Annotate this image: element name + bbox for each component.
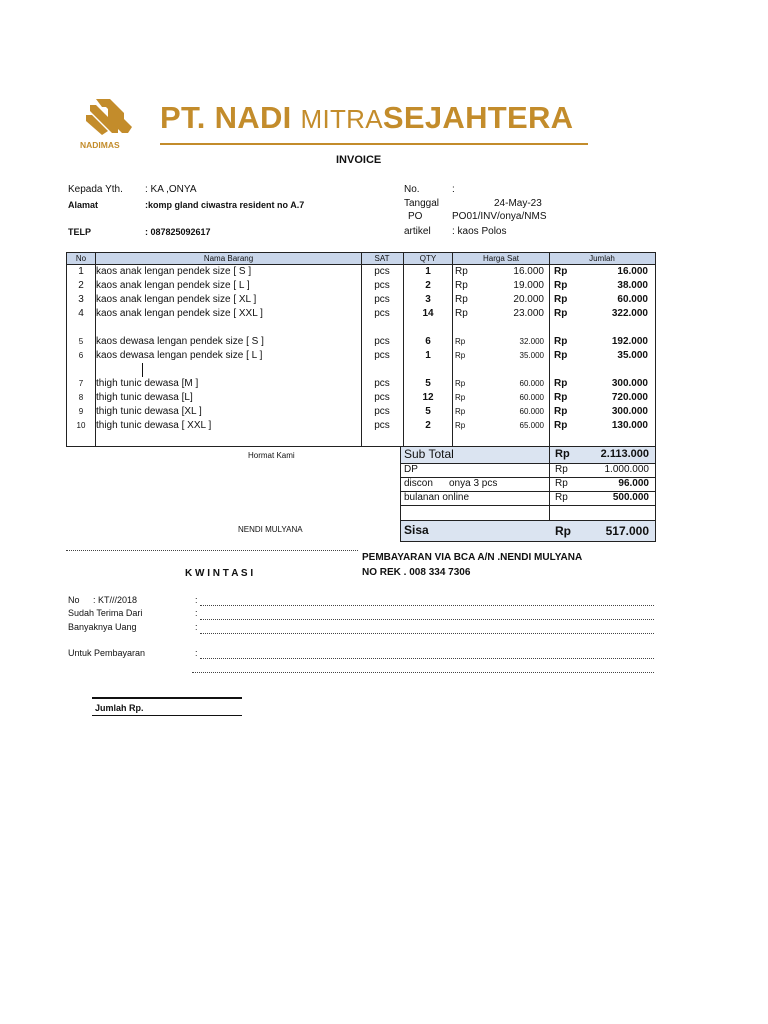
online-value: 500.000 — [612, 492, 649, 503]
company-name-part-2: MITRA — [300, 104, 383, 134]
dp-currency: Rp — [555, 464, 568, 475]
row-no: 4 — [78, 308, 84, 319]
table-row — [67, 307, 655, 321]
row-no: 6 — [78, 351, 84, 360]
regards-text: Hormat Kami — [248, 451, 295, 460]
row-unit: pcs — [374, 308, 390, 319]
row-unit-price: 35.000 — [519, 351, 544, 360]
total-label: Jumlah Rp. — [95, 703, 144, 713]
discount-currency: Rp — [555, 478, 568, 489]
row-price-currency: Rp — [455, 351, 466, 360]
row-price-currency: Rp — [455, 379, 466, 388]
row-amount: 322.000 — [611, 308, 648, 319]
header-item-name: Nama Barang — [203, 254, 254, 263]
row-amount: 38.000 — [617, 280, 648, 291]
row-price-currency: Rp — [455, 407, 466, 416]
phone-value: : 087825092617 — [145, 227, 211, 237]
row-item-name: kaos dewasa lengan pendek size [ S ] — [96, 336, 264, 347]
purpose-colon: : — [195, 648, 198, 658]
date-label: Tanggal — [404, 198, 440, 209]
row-unit-price: 65.000 — [519, 421, 544, 430]
row-item-name: kaos anak lengan pendek size [ XL ] — [96, 294, 257, 305]
header-no: No — [75, 254, 87, 263]
discount-label: discon — [404, 478, 433, 489]
summary-box — [400, 446, 656, 542]
total-top-rule — [92, 697, 242, 699]
row-amount-currency: Rp — [554, 406, 568, 417]
subtotal-label: Sub Total — [404, 447, 454, 461]
discount-value: 96.000 — [618, 478, 649, 489]
row-amount: 130.000 — [611, 420, 648, 431]
row-no: 10 — [76, 421, 86, 430]
row-no: 9 — [78, 407, 84, 416]
po-value: PO01/INV/onya/NMS — [452, 211, 547, 222]
payment-info: PEMBAYARAN VIA BCA A/N .NENDI MULYANA — [362, 552, 583, 563]
row-amount: 300.000 — [611, 378, 648, 389]
remaining-label: Sisa — [404, 523, 429, 537]
row-unit-price: 20.000 — [513, 294, 544, 305]
items-table — [66, 252, 656, 447]
table-row — [67, 405, 655, 419]
row-price-currency: Rp — [455, 266, 468, 277]
row-unit: pcs — [374, 420, 390, 431]
row-no: 1 — [78, 266, 84, 277]
row-item-name: thigh tunic dewasa [M ] — [96, 378, 199, 389]
header-unit-price: Harga Sat — [482, 254, 520, 263]
phone-label: TELP — [68, 227, 92, 237]
amount-words-line — [200, 633, 654, 634]
subtotal-value: 2.113.000 — [600, 448, 649, 460]
discount-row — [401, 478, 655, 492]
header-qty: QTY — [419, 254, 437, 263]
dp-label: DP — [404, 464, 418, 475]
row-unit: pcs — [374, 294, 390, 305]
amount-words-colon: : — [195, 622, 198, 632]
row-no: 3 — [78, 294, 84, 305]
company-name-part-3: SEJAHTERA — [382, 100, 574, 135]
header-unit: SAT — [374, 254, 390, 263]
invoice-no-label: No. — [404, 184, 420, 195]
row-amount: 720.000 — [611, 392, 648, 403]
received-from-colon: : — [195, 608, 198, 618]
address-value: :komp gland ciwastra resident no A.7 — [145, 200, 305, 210]
row-unit: pcs — [374, 266, 390, 277]
row-qty: 14 — [422, 308, 434, 319]
row-qty: 2 — [425, 420, 431, 431]
row-amount-currency: Rp — [554, 420, 568, 431]
company-name-part-1: PT. NADI — [160, 100, 292, 135]
row-unit-price: 19.000 — [513, 280, 544, 291]
article-value: : kaos Polos — [452, 226, 507, 237]
row-amount-currency: Rp — [554, 266, 568, 277]
address-label: Alamat — [68, 200, 99, 210]
receipt-title: K W I N T A S I — [185, 568, 254, 579]
to-value: : KA ,ONYA — [145, 184, 197, 195]
receipt-no-line — [200, 605, 654, 606]
company-name — [160, 100, 573, 136]
date-value: 24-May-23 — [494, 198, 542, 209]
row-item-name: kaos anak lengan pendek size [ L ] — [96, 280, 250, 291]
subtotal-row — [401, 447, 655, 464]
header-divider — [160, 143, 588, 145]
row-amount: 35.000 — [617, 350, 648, 361]
row-no: 5 — [78, 337, 84, 346]
row-price-currency: Rp — [455, 308, 468, 319]
row-qty: 1 — [425, 266, 431, 277]
table-row — [67, 391, 655, 405]
row-unit-price: 60.000 — [519, 407, 544, 416]
logo-text: NADIMAS — [80, 140, 120, 150]
row-amount: 192.000 — [611, 336, 648, 347]
online-currency: Rp — [555, 492, 568, 503]
row-unit-price: 60.000 — [519, 393, 544, 402]
table-row — [67, 377, 655, 391]
row-unit: pcs — [374, 336, 390, 347]
invoice-title: INVOICE — [336, 154, 382, 166]
row-amount-currency: Rp — [554, 392, 568, 403]
row-item-name: thigh tunic dewasa [L] — [96, 392, 193, 403]
row-no: 7 — [78, 379, 84, 388]
row-amount-currency: Rp — [554, 336, 568, 347]
table-row — [67, 279, 655, 293]
row-amount-currency: Rp — [554, 378, 568, 389]
purpose-line — [200, 658, 654, 659]
row-unit: pcs — [374, 280, 390, 291]
row-unit: pcs — [374, 378, 390, 389]
online-label: bulanan online — [404, 492, 470, 503]
receipt-no-value: : KT///2018 — [93, 595, 138, 605]
total-bottom-rule — [92, 715, 242, 716]
row-amount-currency: Rp — [554, 294, 568, 305]
remaining-currency: Rp — [555, 524, 571, 538]
article-label: artikel — [404, 226, 431, 237]
amount-words-label: Banyaknya Uang — [68, 622, 137, 632]
row-item-name: kaos dewasa lengan pendek size [ L ] — [96, 350, 263, 361]
row-unit-price: 32.000 — [519, 337, 544, 346]
table-row — [67, 293, 655, 307]
dp-value: 1.000.000 — [604, 464, 649, 475]
row-unit-price: 16.000 — [513, 266, 544, 277]
row-unit: pcs — [374, 392, 390, 403]
row-qty: 5 — [425, 378, 431, 389]
row-item-name: thigh tunic dewasa [ XXL ] — [96, 420, 212, 431]
dp-row — [401, 464, 655, 478]
row-amount-currency: Rp — [554, 308, 568, 319]
receipt-no-colon: : — [195, 595, 198, 605]
row-no: 2 — [78, 280, 84, 291]
account-number: NO REK . 008 334 7306 — [362, 567, 471, 578]
table-row — [67, 265, 655, 279]
table-row — [67, 349, 655, 363]
row-amount-currency: Rp — [554, 350, 568, 361]
po-label: PO — [408, 211, 423, 222]
row-amount: 300.000 — [611, 406, 648, 417]
online-row — [401, 492, 655, 506]
row-unit-price: 23.000 — [513, 308, 544, 319]
remaining-value: 517.000 — [605, 524, 649, 538]
row-item-name: kaos anak lengan pendek size [ XXL ] — [96, 308, 263, 319]
row-qty: 5 — [425, 406, 431, 417]
separator-dotted — [66, 550, 358, 551]
nadimas-logo — [78, 95, 140, 151]
row-qty: 12 — [422, 392, 434, 403]
table-row — [67, 419, 655, 433]
invoice-no-value: : — [452, 184, 455, 195]
row-price-currency: Rp — [455, 294, 468, 305]
receipt-no-label: No — [68, 595, 80, 605]
row-price-currency: Rp — [455, 337, 466, 346]
received-from-line — [200, 619, 654, 620]
row-amount: 60.000 — [617, 294, 648, 305]
row-item-name: thigh tunic dewasa [XL ] — [96, 406, 202, 417]
received-from-label: Sudah Terima Dari — [68, 608, 143, 618]
signer-name: NENDI MULYANA — [238, 525, 303, 534]
purpose-label: Untuk Pembayaran — [68, 648, 146, 658]
subtotal-currency: Rp — [555, 448, 570, 460]
row-qty: 6 — [425, 336, 431, 347]
row-price-currency: Rp — [455, 421, 466, 430]
row-unit: pcs — [374, 406, 390, 417]
row-unit-price: 60.000 — [519, 379, 544, 388]
row-qty: 1 — [425, 350, 431, 361]
purpose-line-2 — [192, 672, 654, 673]
remaining-row — [401, 520, 655, 541]
row-price-currency: Rp — [455, 280, 468, 291]
row-amount: 16.000 — [617, 266, 648, 277]
row-qty: 2 — [425, 280, 431, 291]
to-label: Kepada Yth. — [68, 184, 123, 195]
row-qty: 3 — [425, 294, 431, 305]
row-price-currency: Rp — [455, 393, 466, 402]
table-row — [67, 335, 655, 349]
row-item-name: kaos anak lengan pendek size [ S ] — [96, 266, 252, 277]
discount-note: onya 3 pcs — [449, 478, 498, 489]
row-amount-currency: Rp — [554, 280, 568, 291]
text-cursor — [142, 363, 143, 377]
row-unit: pcs — [374, 350, 390, 361]
header-amount: Jumlah — [589, 254, 615, 263]
row-no: 8 — [78, 393, 84, 402]
